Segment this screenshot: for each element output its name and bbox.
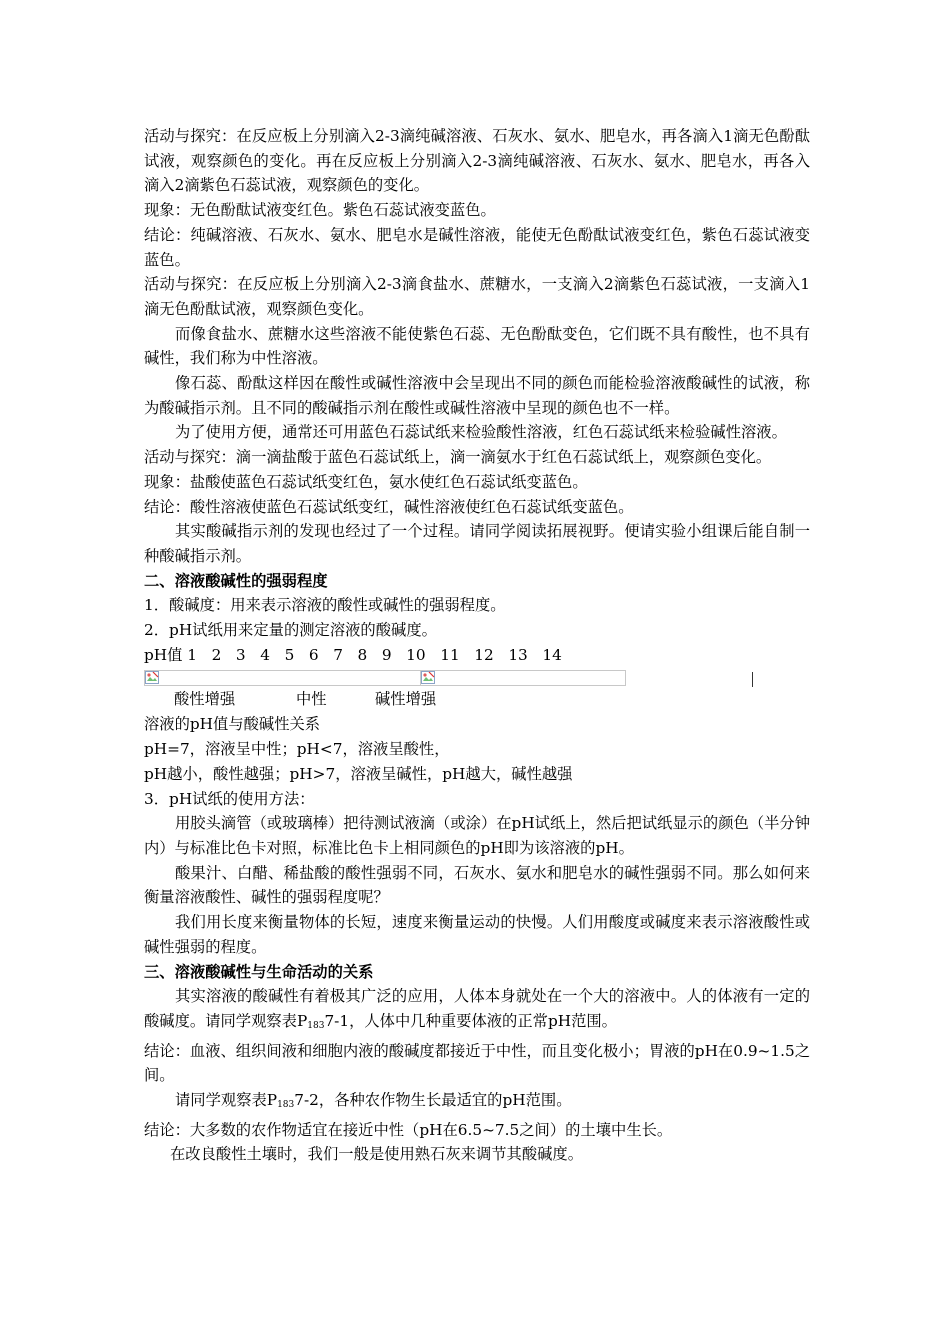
paragraph-ph-relation-title: 溶液的pH值与酸碱性关系	[144, 715, 321, 734]
broken-image-icon	[421, 671, 435, 684]
crops-text-a: 请同学观察表P	[175, 1091, 278, 1110]
paragraph-indicators: 像石蕊、酚酞这样因在酸性或碱性溶液中会呈现出不同的颜色而能检验溶液酸碱性的试液，称为酸碱指示剂。且不同的酸碱指示剂在酸性或碱性溶液中呈现的颜色也不一样。	[144, 374, 810, 417]
paragraph-ph-relation-2: pH越小，酸性越强；pH>7，溶液呈碱性，pH越大，碱性越强	[144, 764, 573, 783]
text-cursor	[752, 672, 753, 687]
body-fluids-text-a: 其实溶液的酸碱性有着极其广泛的应用，人体本身就处在一个大的溶液中。人的体液有一定的酸碱度。请同学观察表P	[144, 987, 810, 1030]
paragraph-neutral-solutions: 而像食盐水、蔗糖水这些溶液不能使紫色石蕊、无色酚酞变色，它们既不具有酸性，也不具有碱性，我们称为中性溶液。	[144, 324, 810, 368]
heading-section-2: 二、溶液酸碱性的强弱程度	[144, 571, 328, 590]
label-base-increase: 碱性增强	[375, 690, 437, 709]
paragraph-ph-definition: 1．酸碱度：用来表示溶液的酸性或碱性的强弱程度。	[144, 596, 506, 615]
paragraph-phenomenon-1: 现象：无色酚酞试液变红色。紫色石蕊试液变蓝色。	[144, 201, 496, 220]
body-fluids-text-b: 7-1，人体中几种重要体液的正常pH范围。	[324, 1011, 617, 1030]
paragraph-activity-2: 活动与探究：在反应板上分别滴入2-3滴食盐水、蔗糖水，一支滴入2滴紫色石蕊试液，一支滴入1滴无色酚酞试液，观察颜色变化。	[144, 275, 810, 318]
paragraph-conclusion-3: 结论：酸性溶液使蓝色石蕊试纸变红，碱性溶液使红色石蕊试纸变蓝色。	[144, 497, 634, 516]
label-acid-increase: 酸性增强	[174, 690, 236, 709]
ph-scale-labels	[144, 687, 810, 712]
paragraph-litmus-paper: 为了使用方便，通常还可用蓝色石蕊试纸来检验酸性溶液，红色石蕊试纸来检验碱性溶液。	[175, 423, 787, 442]
label-neutral: 中性	[296, 690, 327, 709]
paragraph-activity-1: 活动与探究：在反应板上分别滴入2-3滴纯碱溶液、石灰水、氨水、肥皂水，再各滴入1滴无色酚酞试液，观察颜色的变化。再在反应板上分别滴入2-3滴纯碱溶液、石灰水、氨水、肥皂水，再各入滴入2滴紫色石蕊试液，观察颜色的变化。	[144, 127, 810, 195]
paragraph-ph-paper: 2．pH试纸用来定量的测定溶液的酸碱度。	[144, 621, 437, 640]
ph-scale-frame-left	[144, 670, 422, 686]
paragraph-ph-relation-1: pH=7，溶液呈中性；pH<7，溶液呈酸性，	[144, 740, 450, 759]
heading-section-3: 三、溶液酸碱性与生命活动的关系	[144, 962, 374, 981]
paragraph-body-fluids	[144, 984, 810, 1038]
ph-scale-bar	[144, 667, 810, 687]
paragraph-indicator-history: 其实酸碱指示剂的发现也经过了一个过程。请同学阅读拓展视野。便请实验小组课后能自制一种酸碱指示剂。	[144, 522, 810, 565]
document-body	[144, 124, 810, 1167]
broken-image-icon	[145, 671, 159, 684]
paragraph-acidity-measure: 我们用长度来衡量物体的长短，速度来衡量运动的快慢。人们用酸度或碱度来表示溶液酸性或碱性强弱的程度。	[144, 913, 810, 956]
page-ref-subscript: 183	[307, 1020, 325, 1031]
crops-text-b: 7-2，各种农作物生长最适宜的pH范围。	[294, 1091, 572, 1110]
ph-scale-frame-right	[420, 670, 626, 686]
paragraph-conclusion-body-fluids: 结论：血液、组织间液和细胞内液的酸碱度都接近于中性，而且变化极小；胃液的pH在0.9~1.5之间。	[144, 1041, 810, 1085]
paragraph-acidity-question: 酸果汁、白醋、稀盐酸的酸性强弱不同，石灰水、氨水和肥皂水的碱性强弱不同。那么如何来衡量溶液酸性、碱性的强弱程度呢？	[144, 863, 810, 907]
paragraph-ph-usage-title: 3．pH试纸的使用方法：	[144, 789, 315, 808]
paragraph-conclusion-crops: 结论：大多数的农作物适宜在接近中性（pH在6.5~7.5之间）的土壤中生长。	[144, 1120, 673, 1139]
ph-scale-numbers: pH值 1 2 3 4 5 6 7 8 9 10 11 12 13 14	[144, 645, 562, 664]
paragraph-conclusion-1: 结论：纯碱溶液、石灰水、氨水、肥皂水是碱性溶液，能使无色酚酞试液变红色，紫色石蕊试液变蓝色。	[144, 225, 810, 269]
paragraph-ph-usage: 用胶头滴管（或玻璃棒）把待测试液滴（或涂）在pH试纸上，然后把试纸显示的颜色（半分钟内）与标准比色卡对照，标准比色卡上相同颜色的pH即为该溶液的pH。	[144, 814, 811, 857]
paragraph-activity-3: 活动与探究：滴一滴盐酸于蓝色石蕊试纸上，滴一滴氨水于红色石蕊试纸上，观察颜色变化。	[144, 448, 772, 467]
paragraph-soil-improvement: 在改良酸性土壤时，我们一般是使用熟石灰来调节其酸碱度。	[170, 1145, 584, 1164]
paragraph-phenomenon-3: 现象：盐酸使蓝色石蕊试纸变红色，氨水使红色石蕊试纸变蓝色。	[144, 472, 588, 491]
page-ref-subscript: 183	[277, 1100, 295, 1111]
paragraph-crops	[144, 1088, 810, 1118]
